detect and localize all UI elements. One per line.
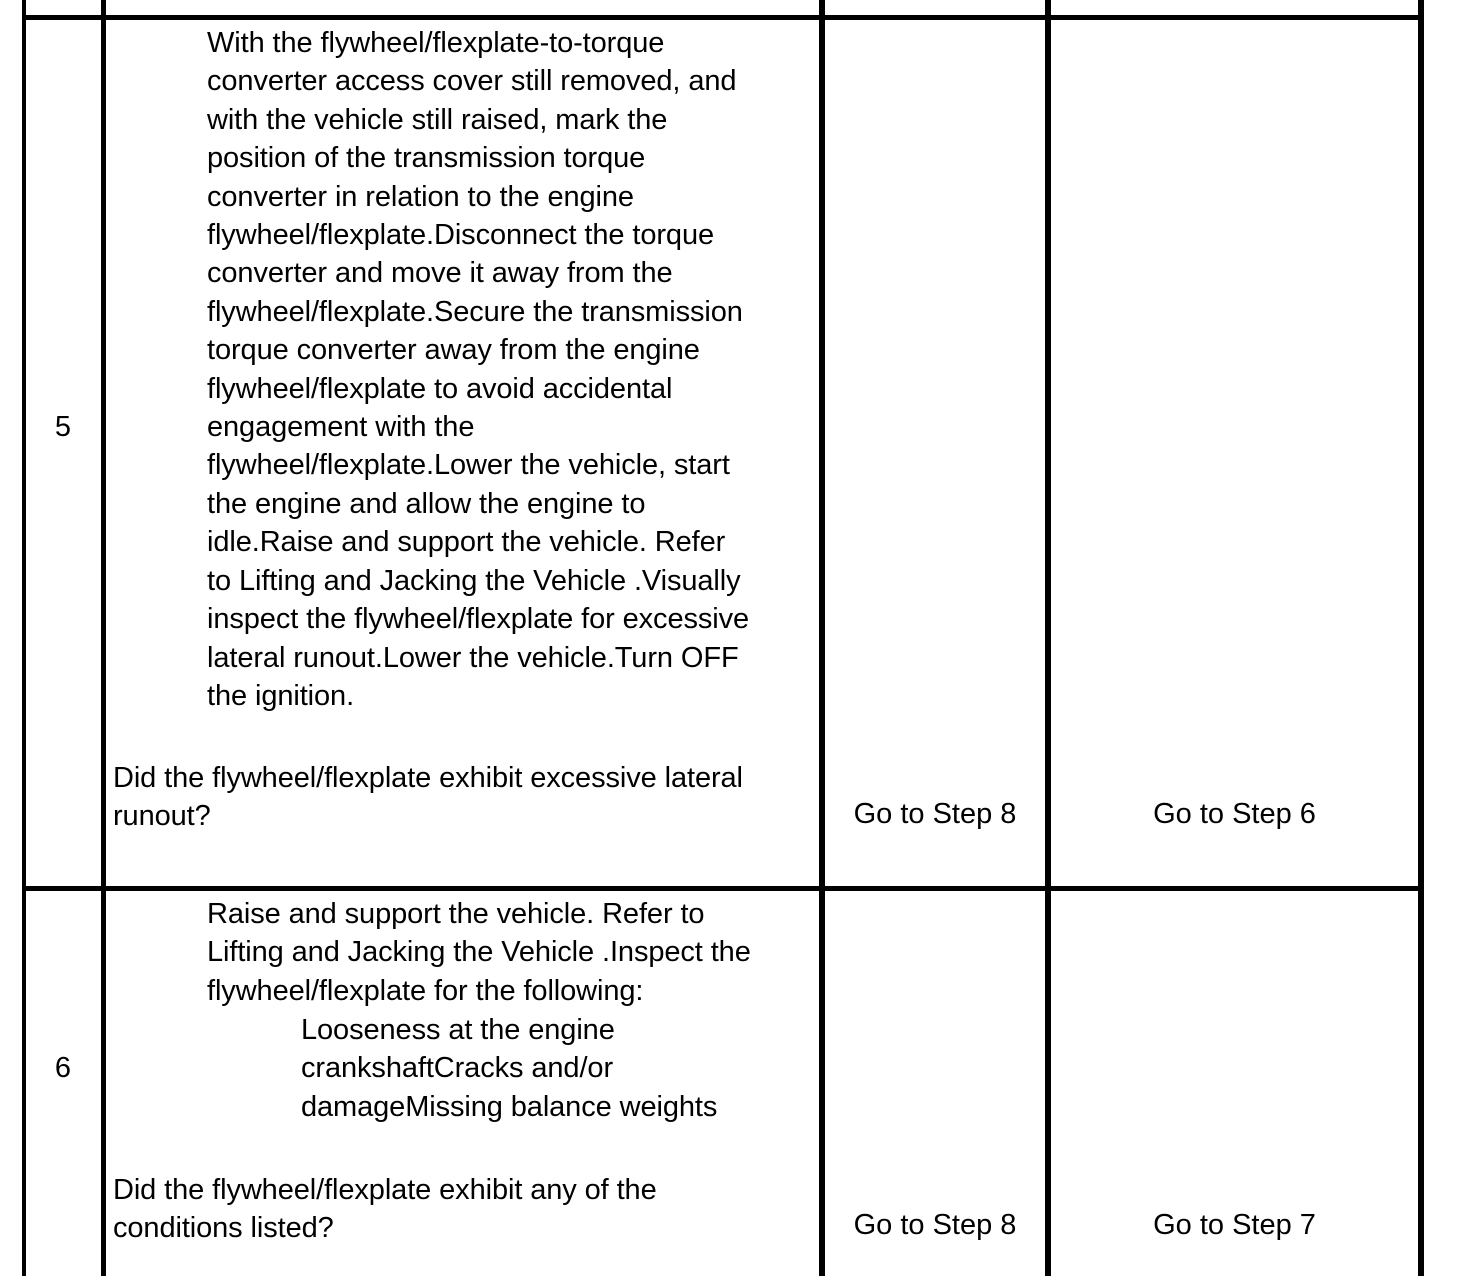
- row-divider-middle: [22, 886, 1424, 891]
- step-instructions: Raise and support the vehicle. Refer to Lifting and Jacking the Vehicle .Inspect the flywheel/flexplate for the following:: [207, 898, 751, 1007]
- table-border-right: [1418, 0, 1424, 1276]
- no-result: Go to Step 7: [1153, 1209, 1316, 1241]
- step-question: Did the flywheel/flexplate exhibit any of the conditions listed?: [113, 1174, 657, 1245]
- column-divider-action: [819, 0, 825, 1276]
- no-result: Go to Step 6: [1153, 798, 1316, 830]
- yes-result: Go to Step 8: [853, 798, 1017, 830]
- step-number: 5: [54, 411, 72, 443]
- step-question: Did the flywheel/flexplate exhibit excessive lateral runout?: [113, 762, 743, 833]
- column-divider-yes: [1045, 0, 1051, 1276]
- condition-list: Looseness at the engine crankshaftCracks and/or damageMissing balance weights: [301, 1014, 718, 1123]
- step-instructions: With the flywheel/flexplate-to-torque converter access cover still removed, and with the vehicle still raised, mark the position of the transmission torque converter in relation to the engine flywheel/flexplate.Disconnect the torque converter and move it away from the flywheel/flexplate.Secure the transmission torque converter away from the engine flywheel/flexplate to avoid accidental engagement with the flywheel/flexplate.Lower the vehicle, start the engine and allow the engine to idle.Raise and support the vehicle. Refer to Lifting and Jacking the Vehicle .Visually inspect the flywheel/flexplate for excessive lateral runout.Lower the vehicle.Turn OFF the ignition.: [207, 27, 750, 712]
- step-number: 6: [54, 1052, 72, 1084]
- yes-result: Go to Step 8: [853, 1209, 1017, 1241]
- row-divider-top: [22, 15, 1424, 20]
